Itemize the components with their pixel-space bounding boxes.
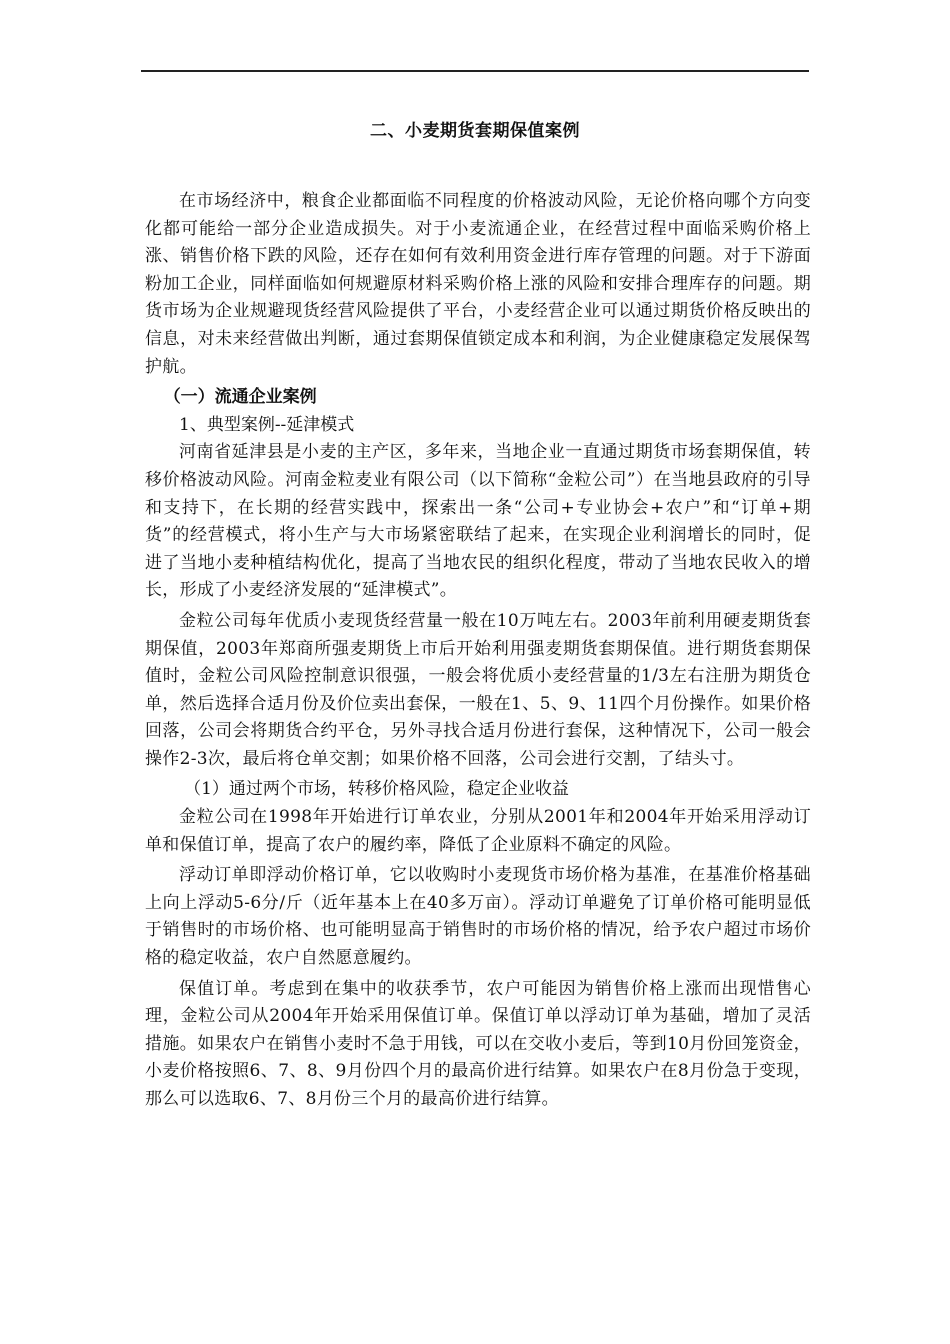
order-farming-paragraph: 金粒公司在1998年开始进行订单农业，分别从2001年和2004年开始采用浮动订单和保值订单，提高了农户的履约率，降低了企业原料不确定的风险。 [145, 807, 811, 855]
jinli-hedging-paragraph: 金粒公司每年优质小麦现货经营量一般在10万吨左右。2003年前利用硬麦期货套期保值，2003年郑商所强麦期货上市后开始利用强麦期货套期保值。进行期货套期保值时，金粒公司风险控制意识很强，一般会将优质小麦经营量的1/3左右注册为期货仓单，然后选择合适月份及价位卖出套保，一般在1、5、9、11四个月份操作。如果价格回落，公司会将期货合约平仓，另外寻找合适月份进行套保，这种情况下，公司一般会操作2-3次，最后将仓单交割；如果价格不回落，公司会进行交割，了结头寸。 [145, 610, 811, 769]
yanjin-paragraph: 河南省延津县是小麦的主产区，多年来，当地企业一直通过期货市场套期保值，转移价格波动风险。河南金粒麦业有限公司（以下简称“金粒公司”）在当地县政府的引导和支持下，在长期的经营实践中，探索出一条“公司+专业协会+农户”和“订单+期货”的经营模式，将小生产与大市场紧密联结了起来，在实现企业利润增长的同时，促进了当地小麦种植结构优化，提高了当地农民的组织化程度，带动了当地农民收入的增长，形成了小麦经济发展的“延津模式”。 [145, 442, 811, 601]
intro-paragraph: 在市场经济中，粮食企业都面临不同程度的价格波动风险，无论价格向哪个方向变化都可能给一部分企业造成损失。对于小麦流通企业，在经营过程中面临采购价格上涨、销售价格下跌的风险，还存在如何有效利用资金进行库存管理的问题。对于下游面粉加工企业，同样面临如何规避原材料采购价格上涨的风险和安排合理库存的问题。期货市场为企业规避现货经营风险提供了平台，小麦经营企业可以通过期货价格反映出的信息，对未来经营做出判断，通过套期保值锁定成本和利润，为企业健康稳定发展保驾护航。 [145, 191, 811, 377]
point-heading: （1）通过两个市场，转移价格风险，稳定企业收益 [184, 779, 569, 800]
document-body [145, 188, 811, 1114]
section-heading: （一）流通企业案例 [163, 387, 317, 408]
hedging-order-paragraph: 保值订单。考虑到在集中的收获季节，农户可能因为销售价格上涨而出现惜售心理，金粒公司从2004年开始采用保值订单。保值订单以浮动订单为基础，增加了灵活措施。如果农户在销售小麦时不急于用钱，可以在交收小麦后，等到10月份回笼资金，小麦价格按照6、7、8、9月份四个月的最高价进行结算。如果农户在8月份急于变现，那么可以选取6、7、8月份三个月的最高价进行结算。 [145, 978, 811, 1109]
subsection-heading: 1、典型案例--延津模式 [179, 414, 355, 435]
header-rule [141, 70, 809, 72]
page-title: 二、小麦期货套期保值案例 [370, 121, 580, 141]
floating-order-paragraph: 浮动订单即浮动价格订单，它以收购时小麦现货市场价格为基准，在基准价格基础上向上浮动5-6分/斤（近年基本上在40多万亩）。浮动订单避免了订单价格可能明显低于销售时的市场价格、也可能明显高于销售时的市场价格的情况，给予农户超过市场价格的稳定收益，农户自然愿意履约。 [145, 865, 811, 969]
